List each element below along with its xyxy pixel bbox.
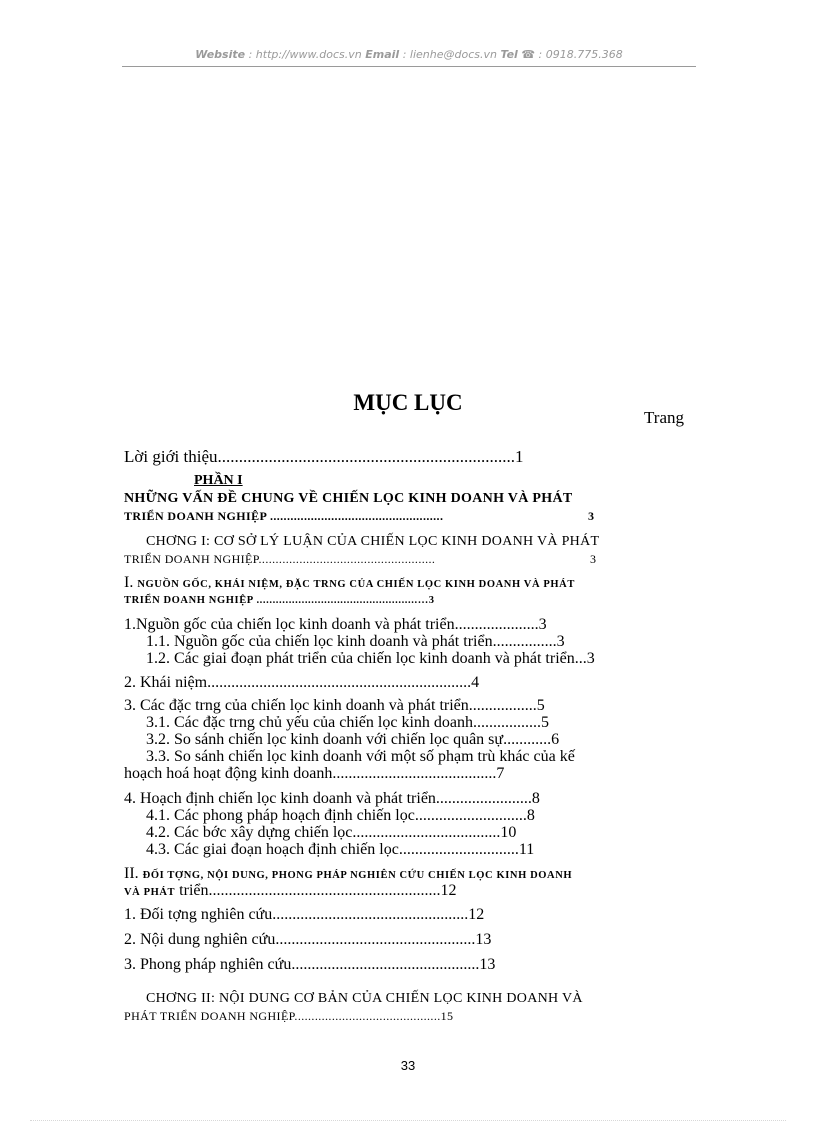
toc-entry: 2. Khái niệm..................................................................4 [124,674,480,691]
page-header [122,48,696,61]
email-label: Email [365,48,400,61]
toc-chapter-1-cont [124,550,597,568]
toc-entry: 4.1. Các phong pháp hoạch định chiến lọc............................8 [146,807,535,824]
toc-entry: hoạch hoá hoạt động kinh doanh.........................................7 [124,765,505,782]
toc-section-1 [124,574,575,594]
toc-entry-text: TRIỂN DOANH NGHIỆP.................................................... [124,552,436,566]
toc-chapter-2-cont: PHÁT TRIỂN DOANH NGHIỆP...........................................15 [124,1009,454,1023]
toc-entry: 4.3. Các giai đoạn hoạch định chiến lọc..............................11 [146,841,535,858]
toc-chapter-1: CHƠNG I: CƠ SỞ LÝ LUẬN CỦA CHIẾN LỌC KINH DOANH VÀ PHÁT [146,534,600,549]
toc-entry-intro: Lời giới thiệu......................................................................1 [124,447,524,466]
toc-section-number: I. [124,574,134,591]
tel-number: : 0918.775.368 [538,48,623,61]
footer-divider [30,1120,786,1121]
toc-entry: 1.2. Các giai đoạn phát triển của chiến lọc kinh doanh và phát triển...3 [146,650,595,667]
tel-label: Tel [500,48,518,61]
toc-entry: 3.3. So sánh chiến lọc kinh doanh với một số phạm trù khác của kế [146,748,575,765]
toc-section-number: II. [124,865,139,882]
page-title: MỤC LỤC [353,390,463,415]
toc-section-title: NGUỒN GỐC, KHÁI NIỆM, ĐẶC TRNG CỦA CHIẾN LỌC KINH DOANH VÀ PHÁT [137,579,575,590]
toc-entry: 1.1. Nguồn gốc của chiến lọc kinh doanh và phát triển................3 [146,633,565,650]
phone-icon: ☎ [521,48,536,61]
website-label: Website [195,48,246,61]
toc-entry: 4. Hoạch định chiến lọc kinh doanh và phát triển........................8 [124,790,540,807]
website-url[interactable]: : http://www.docs.vn [248,48,362,61]
toc-section-2-cont [124,882,457,902]
toc-section-title: VÀ PHÁT [124,887,176,898]
toc-section-1-cont: TRIỂN DOANH NGHIỆP ..................................................…3 [124,595,435,606]
toc-entry-part1-title: NHỮNG VẤN ĐỀ CHUNG VỀ CHIẾN LỌC KINH DOANH VÀ PHÁT [124,491,573,506]
toc-entry: 1. Đối tợng nghiên cứu.................................................12 [124,906,485,923]
toc-entry: 1.Nguồn gốc của chiến lọc kinh doanh và phát triển.....................3 [124,616,547,633]
toc-entry: 3.1. Các đặc trng chủ yếu của chiến lọc kinh doanh.................5 [146,714,549,731]
toc-entry: 3. Phong pháp nghiên cứu...............................................13 [124,956,496,973]
toc-part-heading: PHẦN I [194,473,243,488]
page-column-label: Trang [644,408,684,427]
toc-entry-part1-title-cont [124,507,595,525]
toc-section-title: ĐỐI TỢNG, NỘI DUNG, PHONG PHÁP NGHIÊN CỨU CHIẾN LỌC KINH DOANH [142,870,573,881]
toc-entry-page: 3 [588,509,595,523]
toc-entry: 2. Nội dung nghiên cứu..................................................13 [124,931,492,948]
toc-entry-text: triển..........................................................12 [179,882,457,899]
toc-entry-page: 3 [590,552,597,566]
toc-entry: 3. Các đặc trng của chiến lọc kinh doanh và phát triển.................5 [124,697,545,714]
header-divider [122,66,696,67]
toc-chapter-2: CHƠNG II: NỘI DUNG CƠ BẢN CỦA CHIẾN LỌC KINH DOANH VÀ [146,991,583,1006]
toc-entry-text: TRIỂN DOANH NGHIỆP ................................................... [124,509,444,523]
email-address[interactable]: : lienhe@docs.vn [402,48,497,61]
toc-entry: 4.2. Các bớc xây dựng chiến lọc.....................................10 [146,824,517,841]
toc-entry: 3.2. So sánh chiến lọc kinh doanh với chiến lọc quân sự............6 [146,731,560,748]
page-number: 33 [400,1058,416,1073]
